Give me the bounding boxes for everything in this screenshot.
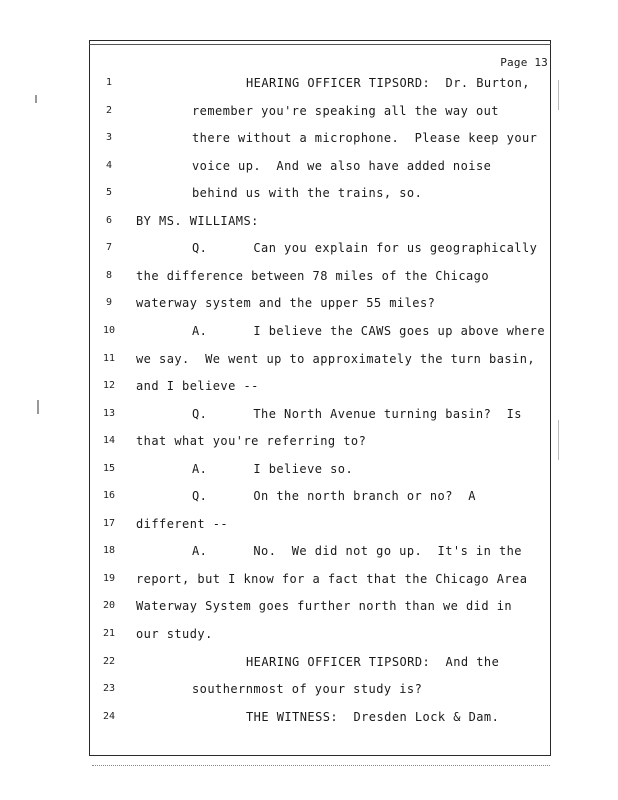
transcript-line — [0, 128, 618, 148]
line-number: 6 — [105, 214, 113, 226]
line-content: Waterway System goes further north than we did in — [136, 599, 513, 614]
speaker-marker: Q. — [192, 406, 208, 421]
speaker-marker: A. — [192, 461, 208, 476]
line-number: 20 — [102, 600, 116, 612]
transcript-line — [0, 238, 618, 258]
line-content: report, but I know for a fact that the Chicago Area — [136, 571, 528, 586]
transcript-line — [0, 183, 618, 203]
line-content: On the north branch or no? A — [253, 489, 476, 504]
line-text — [136, 376, 259, 396]
speaker-marker: A. — [192, 544, 208, 559]
line-number: 17 — [102, 517, 116, 529]
line-text — [136, 266, 489, 286]
line-number: 9 — [105, 297, 113, 309]
line-content: No. We did not go up. It's in the — [253, 544, 522, 559]
line-text — [192, 404, 522, 424]
line-content: BY MS. WILLIAMS: — [136, 213, 259, 228]
line-content: waterway system and the upper 55 miles? — [136, 296, 436, 311]
line-content: remember you're speaking all the way out — [192, 103, 499, 118]
line-number: 7 — [105, 242, 113, 254]
line-text — [136, 596, 512, 616]
line-content: that what you're referring to? — [136, 434, 367, 449]
line-number: 12 — [102, 380, 116, 392]
line-number: 10 — [102, 324, 116, 336]
line-content: behind us with the trains, so. — [192, 186, 423, 201]
line-content: The North Avenue turning basin? Is — [253, 406, 522, 421]
line-number: 19 — [102, 572, 116, 584]
transcript-line — [0, 431, 618, 451]
line-text — [192, 541, 522, 561]
line-content: HEARING OFFICER TIPSORD: And the — [246, 654, 500, 669]
speaker-marker: Q. — [192, 489, 208, 504]
transcript-line — [0, 679, 618, 699]
scan-artifact-mark — [37, 400, 39, 414]
scan-artifact-mark — [558, 420, 559, 460]
line-number: 5 — [105, 187, 113, 199]
line-number: 18 — [102, 545, 116, 557]
line-content: we say. We went up to approximately the turn basin, — [136, 351, 536, 366]
line-text — [136, 211, 259, 231]
transcript-line — [0, 321, 618, 341]
line-text — [136, 514, 228, 534]
transcript-line — [0, 404, 618, 424]
line-text — [246, 652, 499, 672]
line-content: I believe so. — [253, 461, 354, 476]
transcript-line — [0, 514, 618, 534]
line-text — [192, 156, 491, 176]
line-text — [192, 679, 422, 699]
line-text — [192, 459, 353, 479]
line-content: voice up. And we also have added noise — [192, 158, 492, 173]
line-number: 11 — [102, 352, 116, 364]
line-text — [192, 183, 422, 203]
line-number: 3 — [105, 132, 113, 144]
transcript-line — [0, 156, 618, 176]
page-number: Page 13 — [500, 56, 548, 69]
transcript-line — [0, 652, 618, 672]
line-number: 1 — [105, 77, 113, 88]
line-text — [192, 486, 476, 506]
line-content: there without a microphone. Please keep your — [192, 131, 538, 146]
line-number: 23 — [102, 683, 116, 695]
transcript-line — [0, 486, 618, 506]
line-number: 21 — [102, 628, 116, 639]
scan-artifact-mark — [558, 80, 559, 110]
transcript-line — [0, 596, 618, 616]
line-content: HEARING OFFICER TIPSORD: Dr. Burton, — [246, 76, 530, 90]
line-content: THE WITNESS: Dresden Lock & Dam. — [246, 709, 500, 724]
scan-artifact-mark — [35, 95, 37, 103]
speaker-marker: A. — [192, 323, 208, 338]
line-content: the difference between 78 miles of the Chicago — [136, 268, 490, 283]
line-number: 14 — [102, 435, 116, 447]
line-number: 8 — [105, 269, 113, 281]
line-number: 13 — [102, 407, 116, 419]
line-content: I believe the CAWS goes up above where — [253, 323, 545, 338]
line-content: Can you explain for us geographically — [253, 241, 538, 256]
transcript-line — [0, 707, 618, 727]
transcript-line — [0, 211, 618, 231]
line-number: 22 — [102, 655, 116, 667]
line-text — [192, 321, 545, 341]
line-number: 15 — [102, 462, 116, 474]
transcript-line — [0, 459, 618, 479]
line-number: 24 — [102, 710, 116, 722]
transcript-line — [0, 101, 618, 121]
line-content: different -- — [136, 516, 229, 531]
transcript-line — [0, 349, 618, 369]
line-text — [192, 238, 537, 258]
speaker-marker: Q. — [192, 241, 208, 256]
line-number: 16 — [102, 490, 116, 502]
line-text — [136, 569, 527, 589]
line-content: southernmost of your study is? — [192, 682, 423, 697]
line-text — [136, 293, 435, 313]
transcript-line — [0, 624, 618, 644]
line-text — [246, 73, 530, 93]
line-number: 2 — [105, 104, 113, 116]
scan-artifact-line — [92, 765, 550, 767]
line-content: and I believe -- — [136, 379, 259, 394]
line-text — [246, 707, 499, 727]
transcript-line — [0, 73, 618, 93]
line-number: 4 — [105, 159, 113, 171]
line-text — [136, 624, 213, 644]
line-text — [136, 349, 535, 369]
transcript-line — [0, 569, 618, 589]
line-content: our study. — [136, 627, 213, 641]
transcript-line — [0, 541, 618, 561]
line-text — [136, 431, 366, 451]
transcript-line — [0, 376, 618, 396]
transcript-line — [0, 293, 618, 313]
line-text — [192, 128, 537, 148]
line-text — [192, 101, 499, 121]
transcript-line — [0, 266, 618, 286]
